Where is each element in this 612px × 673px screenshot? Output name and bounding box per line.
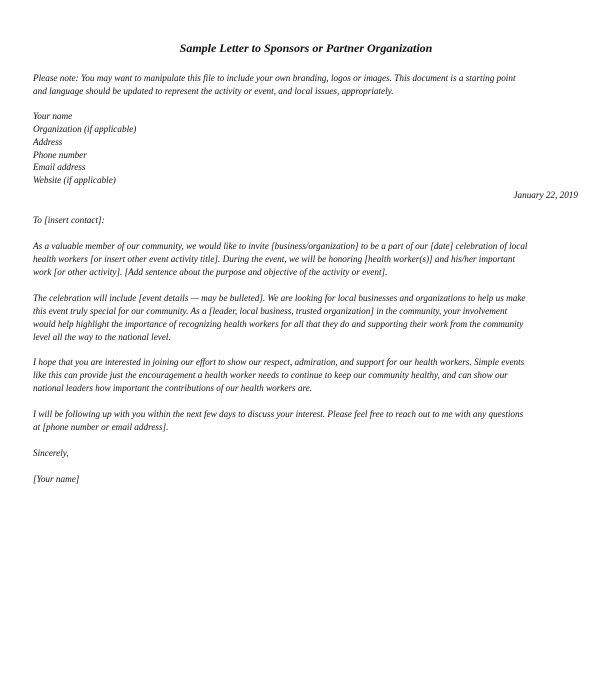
letter-body: [33, 72, 583, 486]
sender-website: Website (if applicable): [33, 175, 116, 186]
sender-organization: Organization (if applicable): [33, 123, 137, 134]
paragraph-3: [33, 356, 583, 395]
note-line: and language should be updated to represent the activity or event, and local issues, appropriately.: [33, 85, 394, 96]
paragraph-2: [33, 292, 583, 344]
paragraph-line: national leaders how important the contributions of our health workers are.: [33, 383, 313, 394]
note-paragraph: [33, 72, 583, 98]
sender-address: Address: [33, 136, 63, 147]
paragraph-line: at [phone number or email address].: [33, 422, 169, 433]
paragraph-line: As a valuable member of our community, we would like to invite [business/organization] to be a part of our [date] celebration of local: [33, 241, 528, 252]
paragraph-line: I hope that you are interested in joining our effort to show our respect, admiration, and support for our health workers. Simple events: [33, 357, 525, 368]
sender-name: Your name: [33, 110, 73, 121]
salutation: To [insert contact]:: [33, 215, 105, 226]
paragraph-line: would help highlight the importance of recognizing health workers for all that they do and supporting their work from the community: [33, 318, 524, 329]
letter-date: January 22, 2019: [513, 190, 578, 201]
paragraph-line: work [or other activity]. [Add sentence about the purpose and objective of the activity or event].: [33, 266, 388, 277]
document-title: Sample Letter to Sponsors or Partner Organization: [179, 41, 433, 55]
paragraph-1: [33, 240, 583, 279]
closing: Sincerely,: [33, 447, 69, 458]
note-line: Please note: You may want to manipulate this file to include your own branding, logos or images. This document is a starting point: [33, 73, 516, 83]
paragraph-line: level all the way to the national level.: [33, 331, 171, 342]
paragraph-4: [33, 408, 583, 434]
paragraph-line: like this can provide just the encouragement a health worker needs to continue to keep our community healthy, and can show our: [33, 370, 508, 381]
paragraph-line: The celebration will include [event details — may be bulleted]. We are looking for local businesses and organizations to help us make: [33, 292, 526, 303]
paragraph-line: this event truly special for our community. As a [leader, local business, trusted organization] in the community, your involvement: [33, 305, 508, 316]
sender-phone: Phone number: [33, 149, 87, 160]
paragraph-line: health workers [or insert other event activity title]. During the event, we will be honoring [health worker(s)] and his/her important: [33, 253, 516, 264]
sender-block: [33, 110, 583, 187]
paragraph-line: I will be following up with you within the next few days to discuss your interest. Please feel free to reach out to me with any questions: [33, 409, 524, 420]
signature: [Your name]: [33, 473, 80, 484]
sender-email: Email address: [33, 162, 86, 173]
